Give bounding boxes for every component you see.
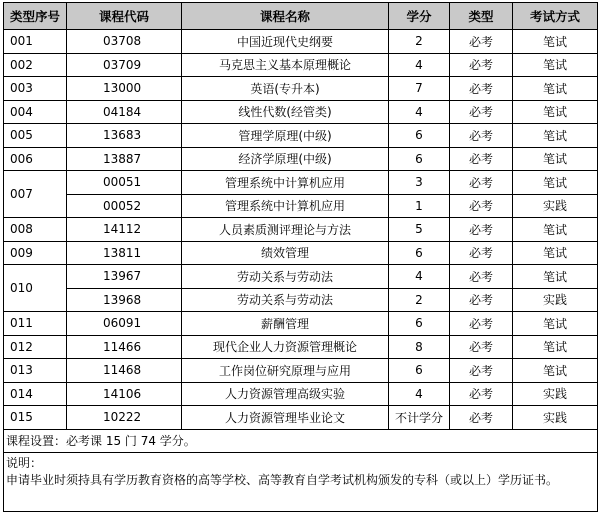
cell-type: 必考: [450, 218, 513, 242]
table-row: [4, 53, 598, 77]
cell-course-name: 绩效管理: [182, 241, 389, 265]
cell-credits: 6: [389, 241, 450, 265]
table-row: [4, 335, 598, 359]
table-row: [4, 30, 598, 54]
cell-course-name: 管理系统中计算机应用: [182, 194, 389, 218]
cell-course-name: 薪酬管理: [182, 312, 389, 336]
cell-type: 必考: [450, 147, 513, 171]
cell-course-name: 工作岗位研究原理与应用: [182, 359, 389, 383]
cell-course-name: 英语(专升本): [182, 77, 389, 101]
cell-type: 必考: [450, 406, 513, 430]
cell-course-name: 中国近现代史纲要: [182, 30, 389, 54]
cell-course-name: 管理系统中计算机应用: [182, 171, 389, 195]
cell-type: 必考: [450, 288, 513, 312]
cell-type: 必考: [450, 53, 513, 77]
header-type: 类型: [450, 3, 513, 30]
cell-exam-mode: 笔试: [513, 241, 598, 265]
cell-course-code: 13000: [67, 77, 182, 101]
cell-course-code: 11466: [67, 335, 182, 359]
cell-type-seq: 005: [4, 124, 67, 148]
cell-type: 必考: [450, 382, 513, 406]
cell-exam-mode: 笔试: [513, 265, 598, 289]
cell-type: 必考: [450, 194, 513, 218]
cell-exam-mode: 笔试: [513, 77, 598, 101]
cell-type-seq: 013: [4, 359, 67, 383]
cell-course-code: 13811: [67, 241, 182, 265]
cell-type-seq: 015: [4, 406, 67, 430]
cell-course-code: 13967: [67, 265, 182, 289]
cell-course-code: 03709: [67, 53, 182, 77]
cell-course-code: 13968: [67, 288, 182, 312]
cell-type: 必考: [450, 265, 513, 289]
header-credits: 学分: [389, 3, 450, 30]
table-row: [4, 124, 598, 148]
cell-course-name: 经济学原理(中级): [182, 147, 389, 171]
header-type-seq: 类型序号: [4, 3, 67, 30]
cell-course-code: 03708: [67, 30, 182, 54]
cell-type-seq: 009: [4, 241, 67, 265]
cell-credits: 5: [389, 218, 450, 242]
table-row: [4, 406, 598, 430]
cell-credits: 2: [389, 288, 450, 312]
cell-course-name: 现代企业人力资源管理概论: [182, 335, 389, 359]
course-table: [3, 2, 598, 512]
cell-credits: 4: [389, 53, 450, 77]
cell-exam-mode: 实践: [513, 406, 598, 430]
table-row: [4, 77, 598, 101]
table-row: [4, 171, 598, 195]
cell-course-code: 13887: [67, 147, 182, 171]
cell-course-code: 10222: [67, 406, 182, 430]
cell-course-code: 00051: [67, 171, 182, 195]
cell-course-code: 04184: [67, 100, 182, 124]
cell-type-seq: 014: [4, 382, 67, 406]
cell-credits: 6: [389, 124, 450, 148]
table-row: [4, 194, 598, 218]
cell-exam-mode: 笔试: [513, 147, 598, 171]
cell-exam-mode: 笔试: [513, 171, 598, 195]
cell-type: 必考: [450, 241, 513, 265]
table-row: [4, 241, 598, 265]
cell-type: 必考: [450, 100, 513, 124]
cell-credits: 6: [389, 359, 450, 383]
cell-credits: 1: [389, 194, 450, 218]
cell-course-code: 00052: [67, 194, 182, 218]
cell-credits: 3: [389, 171, 450, 195]
cell-exam-mode: 笔试: [513, 100, 598, 124]
cell-course-code: 14106: [67, 382, 182, 406]
table-row: [4, 382, 598, 406]
cell-type-seq: 004: [4, 100, 67, 124]
table-row: [4, 218, 598, 242]
cell-exam-mode: 笔试: [513, 359, 598, 383]
header-exam-mode: 考试方式: [513, 3, 598, 30]
cell-type-seq: 001: [4, 30, 67, 54]
cell-type-seq: 008: [4, 218, 67, 242]
cell-exam-mode: 笔试: [513, 53, 598, 77]
cell-credits: 2: [389, 30, 450, 54]
header-course-code: 课程代码: [67, 3, 182, 30]
cell-type: 必考: [450, 171, 513, 195]
summary-text: 课程设置：必考课 15 门 74 学分。: [4, 429, 598, 452]
cell-credits: 6: [389, 147, 450, 171]
cell-course-code: 11468: [67, 359, 182, 383]
cell-type-seq: 006: [4, 147, 67, 171]
cell-course-name: 人员素质测评理论与方法: [182, 218, 389, 242]
cell-exam-mode: 笔试: [513, 124, 598, 148]
table-row: [4, 312, 598, 336]
cell-course-name: 管理学原理(中级): [182, 124, 389, 148]
note-row: [4, 452, 598, 511]
cell-type-seq: 011: [4, 312, 67, 336]
cell-type-seq: 002: [4, 53, 67, 77]
cell-course-name: 劳动关系与劳动法: [182, 265, 389, 289]
cell-course-name: 劳动关系与劳动法: [182, 288, 389, 312]
cell-credits: 7: [389, 77, 450, 101]
cell-exam-mode: 笔试: [513, 218, 598, 242]
cell-course-name: 马克思主义基本原理概论: [182, 53, 389, 77]
cell-type-seq: 012: [4, 335, 67, 359]
cell-exam-mode: 实践: [513, 382, 598, 406]
note-title: 说明：: [6, 455, 43, 470]
table-row: [4, 359, 598, 383]
table-row: [4, 288, 598, 312]
cell-credits: 不计学分: [389, 406, 450, 430]
cell-course-name: 人力资源管理高级实验: [182, 382, 389, 406]
cell-credits: 4: [389, 100, 450, 124]
cell-credits: 4: [389, 382, 450, 406]
cell-type-seq: 010: [4, 265, 67, 312]
cell-course-code: 06091: [67, 312, 182, 336]
summary-row: [4, 429, 598, 452]
cell-type-seq: 003: [4, 77, 67, 101]
cell-course-code: 14112: [67, 218, 182, 242]
cell-exam-mode: 笔试: [513, 30, 598, 54]
cell-course-name: 人力资源管理毕业论文: [182, 406, 389, 430]
cell-exam-mode: 实践: [513, 194, 598, 218]
cell-credits: 4: [389, 265, 450, 289]
header-row: [4, 3, 598, 30]
table-row: [4, 265, 598, 289]
table-row: [4, 147, 598, 171]
cell-exam-mode: 实践: [513, 288, 598, 312]
note-text: 申请毕业时须持具有学历教育资格的高等学校、高等教育自学考试机构颁发的专科（或以上）学历证书。: [6, 472, 559, 487]
cell-type: 必考: [450, 312, 513, 336]
note-cell: [4, 452, 598, 511]
table-row: [4, 100, 598, 124]
cell-type: 必考: [450, 77, 513, 101]
cell-course-name: 线性代数(经管类): [182, 100, 389, 124]
cell-exam-mode: 笔试: [513, 335, 598, 359]
cell-exam-mode: 笔试: [513, 312, 598, 336]
cell-type: 必考: [450, 359, 513, 383]
header-course-name: 课程名称: [182, 3, 389, 30]
cell-course-code: 13683: [67, 124, 182, 148]
cell-type: 必考: [450, 124, 513, 148]
cell-credits: 8: [389, 335, 450, 359]
cell-type: 必考: [450, 30, 513, 54]
cell-type-seq: 007: [4, 171, 67, 218]
cell-credits: 6: [389, 312, 450, 336]
cell-type: 必考: [450, 335, 513, 359]
